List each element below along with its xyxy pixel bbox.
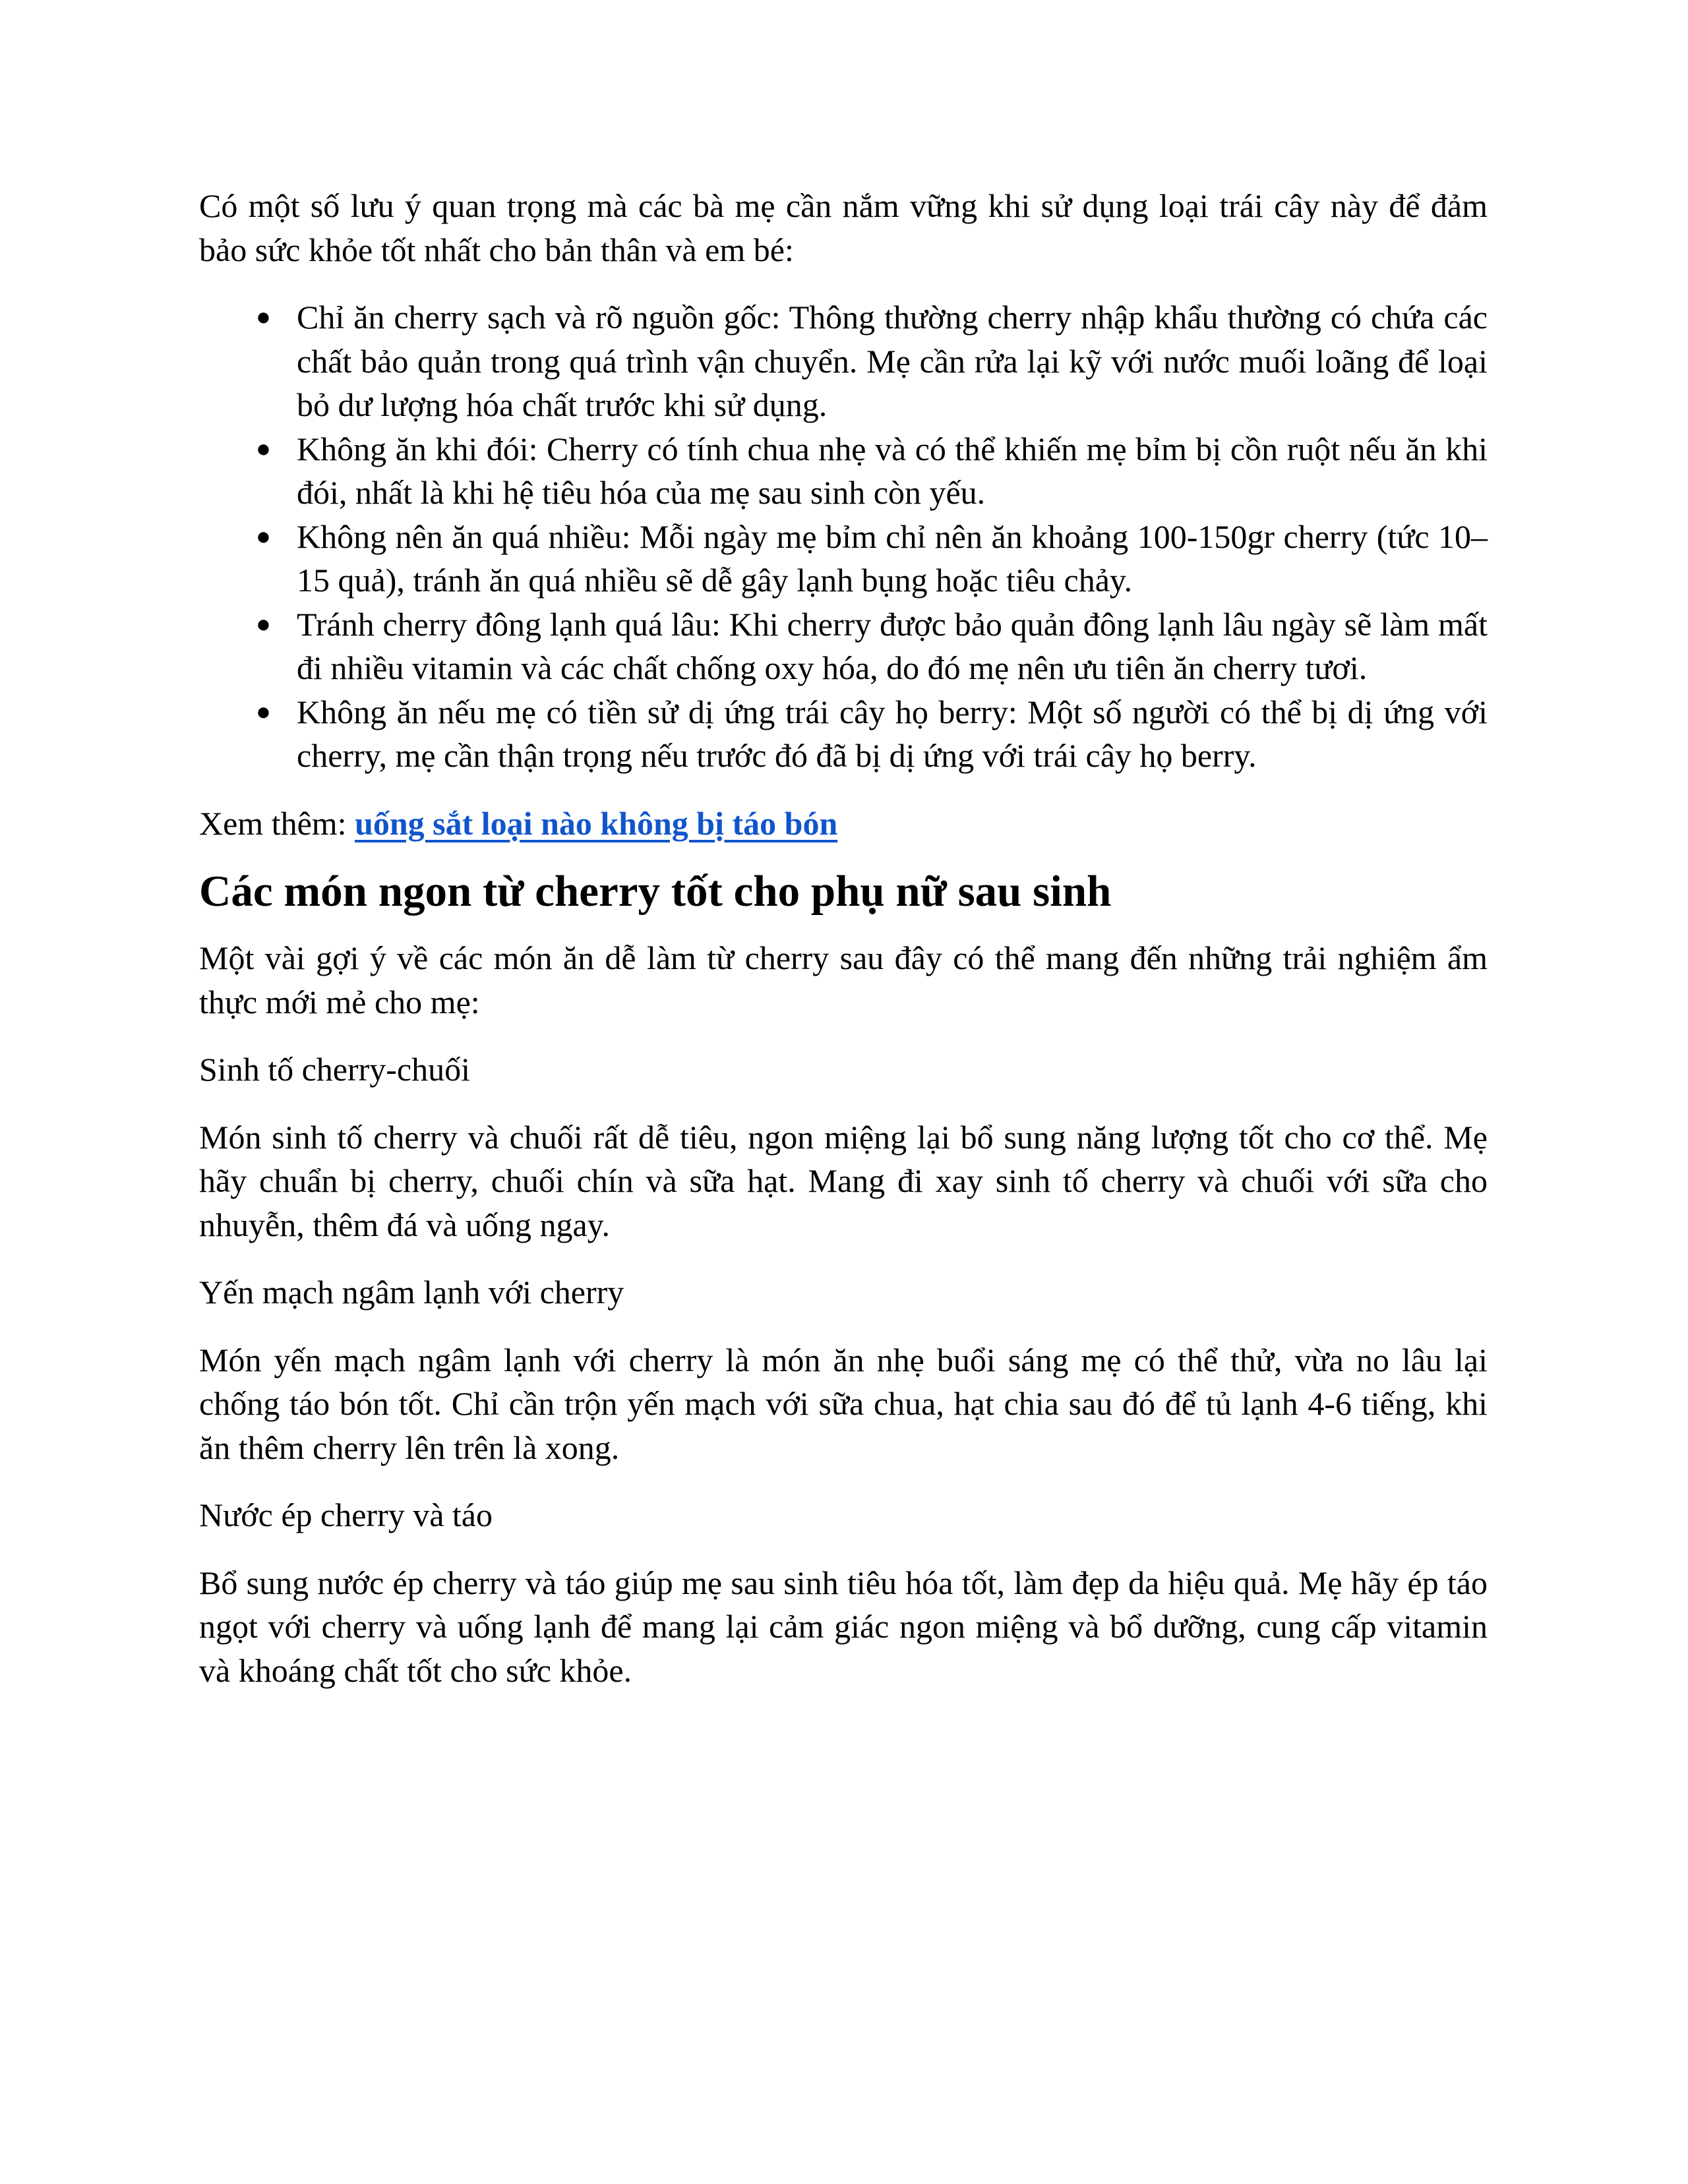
list-item-text: Không ăn nếu mẹ có tiền sử dị ứng trái cây họ berry: Một số người có thể bị dị ứng với cherry, mẹ cần thận trọng nếu trước đó đã bị dị ứng với trái cây họ berry. xyxy=(297,693,1488,774)
list-item xyxy=(199,603,1488,690)
section-heading: Các món ngon từ cherry tốt cho phụ nữ sau sinh xyxy=(199,867,1112,916)
list-item xyxy=(199,515,1488,603)
recipe-body: Món sinh tố cherry và chuối rất dễ tiêu, ngon miệng lại bổ sung năng lượng tốt cho cơ thể. Mẹ hãy chuẩn bị cherry, chuối chín và sữa hạt. Mang đi xay sinh tố cherry và chuối với sữa cho nhuyễn, thêm đá và uống ngay. xyxy=(199,1118,1488,1243)
list-item-text: Tránh cherry đông lạnh quá lâu: Khi cherry được bảo quản đông lạnh lâu ngày sẽ làm mất đi nhiều vitamin và các chất chống oxy hóa, do đó mẹ nên ưu tiên ăn cherry tươi. xyxy=(297,605,1488,686)
bullet-icon: ● xyxy=(256,303,271,331)
recipe-title: Nước ép cherry và táo xyxy=(199,1496,493,1533)
list-item xyxy=(199,295,1488,427)
tips-list xyxy=(199,295,1488,778)
recipe-body: Món yến mạch ngâm lạnh với cherry là món ăn nhẹ buổi sáng mẹ có thể thử, vừa no lâu lại chống táo bón tốt. Chỉ cần trộn yến mạch với sữa chua, hạt chia sau đó để tủ lạnh 4-6 tiếng, khi ăn thêm cherry lên trên là xong. xyxy=(199,1341,1488,1466)
heading-intro: Một vài gợi ý về các món ăn dễ làm từ cherry sau đây có thể mang đến những trải nghiệm ẩm thực mới mẻ cho mẹ: xyxy=(199,939,1488,1020)
intro-paragraph: Có một số lưu ý quan trọng mà các bà mẹ cần nắm vững khi sử dụng loại trái cây này để đảm bảo sức khỏe tốt nhất cho bản thân và em bé: xyxy=(199,187,1488,268)
list-item-text: Không ăn khi đói: Cherry có tính chua nhẹ và có thể khiến mẹ bỉm bị cồn ruột nếu ăn khi đói, nhất là khi hệ tiêu hóa của mẹ sau sinh còn yếu. xyxy=(297,430,1488,511)
recipe-body: Bổ sung nước ép cherry và táo giúp mẹ sau sinh tiêu hóa tốt, làm đẹp da hiệu quả. Mẹ hãy ép táo ngọt với cherry và uống lạnh để mang lại cảm giác ngon miệng và bổ dưỡng, cung cấp vitamin và khoáng chất tốt cho sức khỏe. xyxy=(199,1564,1488,1689)
see-more-link[interactable]: uống sắt loại nào không bị táo bón xyxy=(355,804,838,842)
document-page xyxy=(199,184,1488,1716)
list-item-text: Chỉ ăn cherry sạch và rõ nguồn gốc: Thông thường cherry nhập khẩu thường có chứa các chất bảo quản trong quá trình vận chuyển. Mẹ cần rửa lại kỹ với nước muối loãng để loại bỏ dư lượng hóa chất trước khi sử dụng. xyxy=(297,299,1488,423)
see-more-label: Xem thêm: xyxy=(199,804,355,842)
list-item xyxy=(199,427,1488,515)
bullet-icon: ● xyxy=(256,434,271,463)
bullet-icon: ● xyxy=(256,697,271,726)
bullet-icon: ● xyxy=(256,610,271,638)
list-item xyxy=(199,690,1488,778)
recipe-title: Sinh tố cherry-chuối xyxy=(199,1051,471,1088)
bullet-icon: ● xyxy=(256,522,271,550)
recipe-title: Yến mạch ngâm lạnh với cherry xyxy=(199,1274,624,1311)
list-item-text: Không nên ăn quá nhiều: Mỗi ngày mẹ bỉm chỉ nên ăn khoảng 100-150gr cherry (tức 10–15 quả), tránh ăn quá nhiều sẽ dễ gây lạnh bụng hoặc tiêu chảy. xyxy=(297,517,1488,599)
see-more-paragraph xyxy=(199,802,1488,846)
